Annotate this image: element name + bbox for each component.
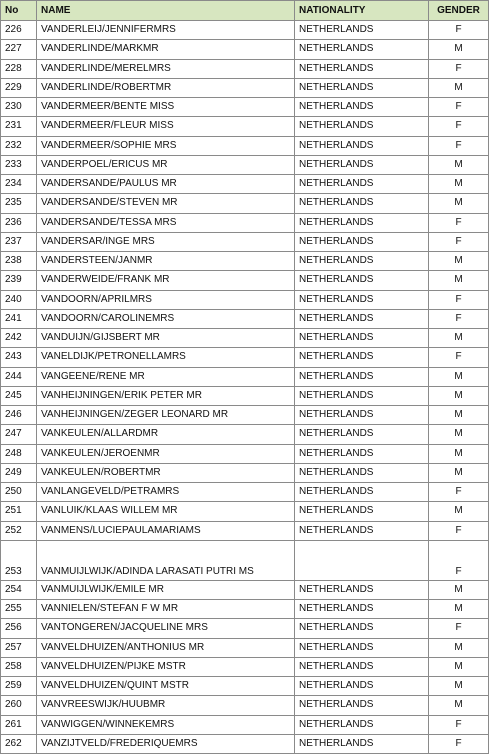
cell-gender: F <box>429 290 489 309</box>
table-row <box>1 715 489 734</box>
cell-name: VANGEENE/RENE MR <box>37 367 295 386</box>
cell-gender: M <box>429 386 489 405</box>
cell-no: 236 <box>1 213 37 232</box>
cell-gender: F <box>429 348 489 367</box>
header-gender: GENDER <box>429 1 489 21</box>
header-no: No <box>1 1 37 21</box>
cell-nationality: NETHERLANDS <box>295 502 429 521</box>
cell-nationality: NETHERLANDS <box>295 155 429 174</box>
cell-nationality: NETHERLANDS <box>295 483 429 502</box>
cell-name: VANVELDHUIZEN/PIJKE MSTR <box>37 657 295 676</box>
cell-gender: M <box>429 580 489 599</box>
table-row <box>1 734 489 753</box>
cell-nationality: NETHERLANDS <box>295 386 429 405</box>
table-row <box>1 425 489 444</box>
cell-nationality: NETHERLANDS <box>295 638 429 657</box>
cell-no: 229 <box>1 78 37 97</box>
cell-gender: F <box>429 232 489 251</box>
cell-gender: M <box>429 252 489 271</box>
cell-name: VANHEIJNINGEN/ERIK PETER MR <box>37 386 295 405</box>
cell-name: VANLUIK/KLAAS WILLEM MR <box>37 502 295 521</box>
cell-no: 258 <box>1 657 37 676</box>
table-row <box>1 657 489 676</box>
cell-gender: M <box>429 329 489 348</box>
cell-name: VANVELDHUIZEN/QUINT MSTR <box>37 677 295 696</box>
cell-name: VANDERLINDE/MARKMR <box>37 40 295 59</box>
cell-nationality: NETHERLANDS <box>295 444 429 463</box>
cell-gender: F <box>429 21 489 40</box>
cell-nationality: NETHERLANDS <box>295 580 429 599</box>
table-row <box>1 406 489 425</box>
cell-name: VANHEIJNINGEN/ZEGER LEONARD MR <box>37 406 295 425</box>
cell-no: 234 <box>1 175 37 194</box>
table-row <box>1 348 489 367</box>
cell-name: VANVREESWIJK/HUUBMR <box>37 696 295 715</box>
cell-no: 251 <box>1 502 37 521</box>
cell-no: 255 <box>1 600 37 619</box>
cell-name: VANDERPOEL/ERICUS MR <box>37 155 295 174</box>
cell-gender: M <box>429 677 489 696</box>
cell-nationality: NETHERLANDS <box>295 715 429 734</box>
table-row <box>1 619 489 638</box>
cell-gender: F <box>429 59 489 78</box>
table-row <box>1 580 489 599</box>
cell-name: VANKEULEN/JEROENMR <box>37 444 295 463</box>
cell-no: 260 <box>1 696 37 715</box>
cell-gender: F <box>429 715 489 734</box>
cell-no: 240 <box>1 290 37 309</box>
cell-nationality: NETHERLANDS <box>295 232 429 251</box>
table-row <box>1 600 489 619</box>
cell-name: VANNIELEN/STEFAN F W MR <box>37 600 295 619</box>
cell-nationality <box>295 540 429 580</box>
cell-gender: M <box>429 175 489 194</box>
cell-nationality: NETHERLANDS <box>295 657 429 676</box>
cell-no: 256 <box>1 619 37 638</box>
table-row <box>1 98 489 117</box>
cell-no: 246 <box>1 406 37 425</box>
cell-gender: F <box>429 213 489 232</box>
cell-nationality: NETHERLANDS <box>295 117 429 136</box>
cell-no: 231 <box>1 117 37 136</box>
cell-no: 243 <box>1 348 37 367</box>
table-row <box>1 386 489 405</box>
cell-nationality: NETHERLANDS <box>295 521 429 540</box>
cell-nationality: NETHERLANDS <box>295 252 429 271</box>
table-row <box>1 290 489 309</box>
cell-no: 235 <box>1 194 37 213</box>
cell-nationality: NETHERLANDS <box>295 21 429 40</box>
cell-no: 239 <box>1 271 37 290</box>
cell-no: 253 <box>1 540 37 580</box>
table-row <box>1 502 489 521</box>
cell-name: VANDUIJN/GIJSBERT MR <box>37 329 295 348</box>
cell-gender: F <box>429 483 489 502</box>
cell-name: VANDERSTEEN/JANMR <box>37 252 295 271</box>
table-row <box>1 444 489 463</box>
cell-name: VANMUIJLWIJK/EMILE MR <box>37 580 295 599</box>
table-row <box>1 232 489 251</box>
table-row <box>1 677 489 696</box>
cell-nationality: NETHERLANDS <box>295 40 429 59</box>
table-row <box>1 540 489 580</box>
cell-gender: M <box>429 406 489 425</box>
cell-no: 249 <box>1 463 37 482</box>
cell-name: VANMUIJLWIJK/ADINDA LARASATI PUTRI MS <box>37 540 295 580</box>
cell-nationality: NETHERLANDS <box>295 406 429 425</box>
cell-nationality: NETHERLANDS <box>295 600 429 619</box>
cell-gender: M <box>429 444 489 463</box>
table-row <box>1 483 489 502</box>
cell-name: VANDOORN/CAROLINEMRS <box>37 309 295 328</box>
header-nationality: NATIONALITY <box>295 1 429 21</box>
cell-nationality: NETHERLANDS <box>295 696 429 715</box>
table-row <box>1 252 489 271</box>
cell-gender: F <box>429 98 489 117</box>
table-row <box>1 213 489 232</box>
cell-name: VANDERMEER/FLEUR MISS <box>37 117 295 136</box>
cell-no: 232 <box>1 136 37 155</box>
cell-no: 247 <box>1 425 37 444</box>
cell-nationality: NETHERLANDS <box>295 194 429 213</box>
header-name: NAME <box>37 1 295 21</box>
cell-no: 227 <box>1 40 37 59</box>
cell-name: VANLANGEVELD/PETRAMRS <box>37 483 295 502</box>
cell-gender: M <box>429 367 489 386</box>
cell-nationality: NETHERLANDS <box>295 425 429 444</box>
cell-name: VANKEULEN/ALLARDMR <box>37 425 295 444</box>
cell-name: VANDERWEIDE/FRANK MR <box>37 271 295 290</box>
cell-nationality: NETHERLANDS <box>295 78 429 97</box>
table-row <box>1 194 489 213</box>
cell-gender: M <box>429 40 489 59</box>
cell-gender: F <box>429 734 489 753</box>
cell-name: VANWIGGEN/WINNEKEMRS <box>37 715 295 734</box>
cell-name: VANDERLINDE/ROBERTMR <box>37 78 295 97</box>
cell-gender: M <box>429 657 489 676</box>
cell-no: 254 <box>1 580 37 599</box>
cell-gender: F <box>429 309 489 328</box>
table-row <box>1 271 489 290</box>
cell-nationality: NETHERLANDS <box>295 734 429 753</box>
cell-no: 257 <box>1 638 37 657</box>
cell-no: 250 <box>1 483 37 502</box>
cell-no: 261 <box>1 715 37 734</box>
header-row <box>1 1 489 21</box>
cell-nationality: NETHERLANDS <box>295 619 429 638</box>
cell-no: 233 <box>1 155 37 174</box>
cell-gender: M <box>429 600 489 619</box>
cell-no: 262 <box>1 734 37 753</box>
cell-gender: M <box>429 155 489 174</box>
cell-name: VANDERLEIJ/JENNIFERMRS <box>37 21 295 40</box>
table-body <box>1 21 489 754</box>
cell-name: VANDERSANDE/TESSA MRS <box>37 213 295 232</box>
cell-gender: M <box>429 425 489 444</box>
cell-nationality: NETHERLANDS <box>295 677 429 696</box>
cell-name: VANMENS/LUCIEPAULAMARIAMS <box>37 521 295 540</box>
cell-nationality: NETHERLANDS <box>295 271 429 290</box>
cell-no: 230 <box>1 98 37 117</box>
cell-gender: M <box>429 502 489 521</box>
cell-nationality: NETHERLANDS <box>295 59 429 78</box>
cell-name: VANVELDHUIZEN/ANTHONIUS MR <box>37 638 295 657</box>
table-row <box>1 175 489 194</box>
table-row <box>1 117 489 136</box>
cell-gender: F <box>429 136 489 155</box>
cell-name: VANELDIJK/PETRONELLAMRS <box>37 348 295 367</box>
table-row <box>1 696 489 715</box>
cell-gender: F <box>429 619 489 638</box>
cell-name: VANDERSAR/INGE MRS <box>37 232 295 251</box>
cell-gender: F <box>429 117 489 136</box>
table-row <box>1 78 489 97</box>
table-row <box>1 329 489 348</box>
cell-no: 248 <box>1 444 37 463</box>
cell-gender: M <box>429 271 489 290</box>
table-row <box>1 638 489 657</box>
table-row <box>1 40 489 59</box>
cell-name: VANDERSANDE/PAULUS MR <box>37 175 295 194</box>
cell-gender: M <box>429 638 489 657</box>
cell-name: VANDERSANDE/STEVEN MR <box>37 194 295 213</box>
cell-nationality: NETHERLANDS <box>295 309 429 328</box>
cell-no: 245 <box>1 386 37 405</box>
cell-nationality: NETHERLANDS <box>295 367 429 386</box>
cell-nationality: NETHERLANDS <box>295 290 429 309</box>
cell-name: VANZIJTVELD/FREDERIQUEMRS <box>37 734 295 753</box>
cell-nationality: NETHERLANDS <box>295 463 429 482</box>
cell-gender: M <box>429 696 489 715</box>
cell-nationality: NETHERLANDS <box>295 348 429 367</box>
cell-name: VANDOORN/APRILMRS <box>37 290 295 309</box>
cell-nationality: NETHERLANDS <box>295 329 429 348</box>
table-row <box>1 367 489 386</box>
cell-nationality: NETHERLANDS <box>295 213 429 232</box>
cell-no: 242 <box>1 329 37 348</box>
cell-no: 226 <box>1 21 37 40</box>
cell-no: 241 <box>1 309 37 328</box>
table-row <box>1 309 489 328</box>
cell-name: VANDERLINDE/MERELMRS <box>37 59 295 78</box>
table-row <box>1 21 489 40</box>
cell-gender: M <box>429 78 489 97</box>
cell-name: VANKEULEN/ROBERTMR <box>37 463 295 482</box>
cell-nationality: NETHERLANDS <box>295 175 429 194</box>
table-row <box>1 463 489 482</box>
cell-no: 238 <box>1 252 37 271</box>
table-row <box>1 155 489 174</box>
cell-name: VANTONGEREN/JACQUELINE MRS <box>37 619 295 638</box>
table-row <box>1 521 489 540</box>
cell-name: VANDERMEER/BENTE MISS <box>37 98 295 117</box>
cell-gender: M <box>429 463 489 482</box>
cell-no: 252 <box>1 521 37 540</box>
cell-nationality: NETHERLANDS <box>295 98 429 117</box>
cell-no: 228 <box>1 59 37 78</box>
table-row <box>1 136 489 155</box>
table-row <box>1 59 489 78</box>
cell-name: VANDERMEER/SOPHIE MRS <box>37 136 295 155</box>
cell-no: 244 <box>1 367 37 386</box>
cell-no: 259 <box>1 677 37 696</box>
cell-gender: F <box>429 521 489 540</box>
cell-no: 237 <box>1 232 37 251</box>
cell-nationality: NETHERLANDS <box>295 136 429 155</box>
cell-gender: F <box>429 540 489 580</box>
cell-gender: M <box>429 194 489 213</box>
